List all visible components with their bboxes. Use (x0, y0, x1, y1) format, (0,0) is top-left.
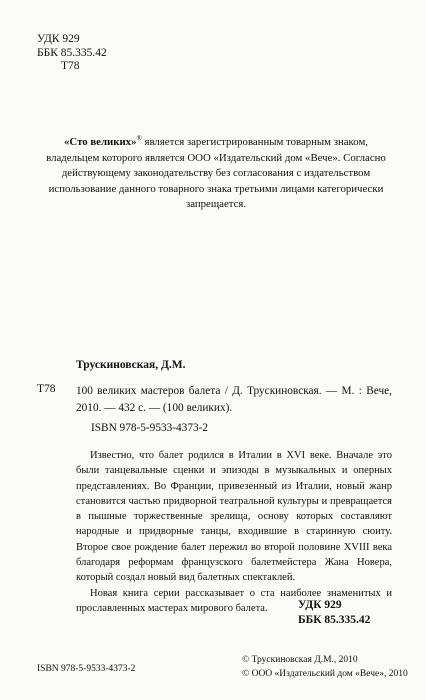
annotation (76, 448, 392, 616)
catalog-author: Трускиновская, Д.М. (76, 359, 186, 371)
bbk-code: ББК 85.335.42 (37, 46, 107, 59)
author-mark: Т78 (61, 60, 80, 72)
udk-code-bottom: УДК 929 (298, 599, 342, 611)
trademark-notice-text: является зарегистрированным товарным знаком, владельцем которого является ООО «Издательский дом «Вече». Согласно действующему законодательству без согласования с издательством использование данного товарного знака третьими лицами категорически запрещается. (46, 136, 386, 211)
catalog-isbn: ISBN 978-5-9533-4373-2 (91, 422, 209, 434)
copyright-author: © Трускиновская Д.М., 2010 (242, 655, 358, 665)
classification-codes-top (37, 33, 107, 74)
udk-code: УДК 929 (37, 33, 80, 45)
catalog-author-mark: Т78 (37, 383, 56, 395)
annotation-paragraph-2: Новая книга серии рассказывает о ста наиболее знаменитых и прославленных мастерах мирового балета. (76, 587, 392, 614)
bibliographic-description: 100 великих мастеров балета / Д. Трускиновская. — М. : Вече, 2010. — 432 с. — (100 великих). (76, 385, 392, 414)
registered-mark: ® (136, 134, 142, 143)
copyright-publisher: © ООО «Издательский дом «Вече», 2010 (242, 669, 408, 679)
series-brand: «Сто великих» (64, 136, 137, 148)
trademark-notice (40, 135, 392, 213)
bbk-code-bottom: ББК 85.335.42 (298, 613, 371, 626)
classification-codes-bottom (298, 598, 370, 627)
copyright-block (242, 653, 408, 681)
annotation-paragraph-1: Известно, что балет родился в Италии в XVI веке. Вначале это были танцевальные сценки и эпизоды в музыкальных и оперных представлениях. Во Франции, привезенный из Италии, новый жанр становится частью придворной театральной культуры и превращается в пышные торжественные зрелища, основу которых составляют народные и придворные танцы, входившие в старинную сюиту. Второе свое рождение балет пережил во второй половине XVIII века благодаря реформам французского балетмейстера Жана Новера, который создал новый вид балетных спектаклей. (76, 450, 392, 584)
footer-isbn: ISBN 978-5-9533-4373-2 (37, 664, 136, 674)
